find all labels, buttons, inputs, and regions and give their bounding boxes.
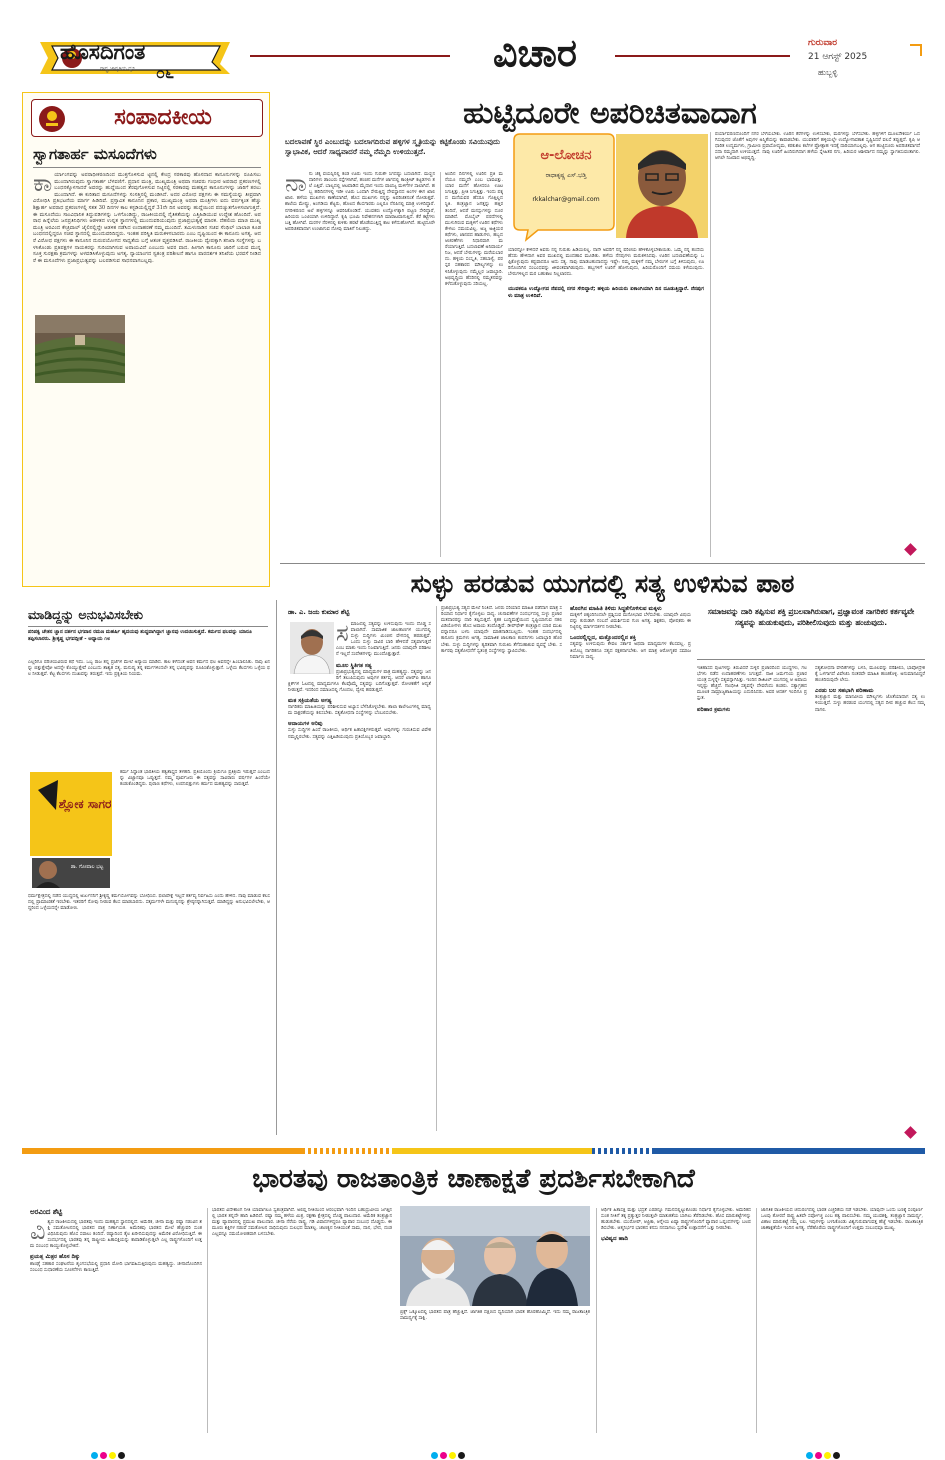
bottom-col-5-text: ಜಾಗತಿಕ ರಾಜಕೀಯದ ಚದುರಂಗದಲ್ಲಿ ಭಾರತ ಎಚ್ಚರಿಕೆಯ ನಡೆ ಇಡಬೇಕು. ಯಾವುದೇ ಒಂದು ಬಣಕ್ಕೆ ಸಂಪೂರ್ಣ ಒಲವು ತೋರದೆ ರಾಷ್ಟ್ರ ಹಿತವೇ ಸರ್ವೋಚ್ಚ ಎಂಬ ತತ್ವ ಪಾಲಿಸಬೇಕು. ನಮ್ಮ ಯುವಶಕ್ತಿ, ತಂತ್ರಜ್ಞಾನ ಸಾಮರ್ಥ್ಯ, ವಿಶಾಲ ಮಾರುಕಟ್ಟೆ ನಮ್ಮ ಬಲ. ಇವುಗಳನ್ನು ಬಳಸಿಕೊಂಡು ವಿಶ್ವಗುರುವಾಗುವತ್ತ ಹೆಜ್ಜೆ ಇಡಬೇಕು. ರಾಜತಾಂತ್ರಿಕ ಚಾಣಾಕ್ಷತೆಯೇ ಇಂದಿನ ಅಗತ್ಯ. ನೆರೆಹೊರೆಯ ರಾಷ್ಟ್ರಗಳೊಂದಿಗೆ ಉತ್ತಮ ಸಂಬಂಧವೂ ಮುಖ್ಯ. [761, 1208, 923, 1232]
masthead-rule-right [615, 55, 790, 57]
leaders-photo [400, 1206, 590, 1306]
bottom-divider-2 [596, 1208, 597, 1433]
truth-headline: ಸುಳ್ಳು ಹರಡುವ ಯುಗದಲ್ಲಿ ಸತ್ಯ ಉಳಿಸುವ ಪಾಠ [410, 569, 795, 598]
left-body-2 [120, 770, 270, 890]
lead-intro: ಬದಲಾವಣೆ ಸ್ಥಿರ ಎಂಬುದನ್ನು ಬದಲಾಗದಿರುವ ಹಳ್ಳಿಗಳ ಸ್ಮೃತಿಯನ್ನು ಕಟ್ಟಿಕೊಂಡು ಸವಿಯುವುದು ಸ್ವಾಭಾವಿಕ, ಆದರೆ ಸಾಧ್ಯವಾದರೆ ನಮ್ಮ ನೆಮ್ಮದಿ ಉಳಿಯುತ್ತದೆ. [285, 137, 501, 156]
photo-spacer [288, 622, 336, 676]
truth-sub-6: ಪರಿಹಾರ ಕ್ರಮಗಳು [697, 706, 731, 713]
color-stripe [22, 1148, 925, 1154]
date-day: ಗುರುವಾರ [808, 38, 838, 48]
column-email: rkkalchar@gmail.com [532, 196, 600, 203]
left-body-1-text: ಎಲ್ಲರಿಗೂ ಪರಿಚಯವಿರುವ ಕಥೆ ಇದು. ಒಬ್ಬ ರಾಜ ತನ್ನ ಪ್ರಜೆಗಳ ಮೇಲೆ ಅನ್ಯಾಯ ಮಾಡಿದ. ಕಾಲ ಕಳೆದಂತೆ ಅವನ ಕರ್ಮದ ಫಲ ಅವನನ್ನೇ ಹಿಂಬಾಲಿಸಿತು. ನಾವು ಏನನ್ನು ಬಿತ್ತುತ್ತೇವೋ ಅದನ್ನೇ ಕೊಯ್ಯುತ್ತೇವೆ ಎಂಬುದು ಶಾಶ್ವತ ಸತ್ಯ. ಮನುಷ್ಯ ತನ್ನ ಕರ್ಮಗಳಿಂದಲೇ ತನ್ನ ಭವಿಷ್ಯವನ್ನು ರೂಪಿಸಿಕೊಳ್ಳುತ್ತಾನೆ. ಒಳ್ಳೆಯ ಕೆಲಸಗಳು ಒಳ್ಳೆಯ ಫಲ ನೀಡುತ್ತವೆ. ಕೆಟ್ಟ ಕೆಲಸಗಳು ದುಃಖವನ್ನು ತರುತ್ತವೆ. ಇದು ಪ್ರಕೃತಿಯ ನಿಯಮ. [28, 660, 270, 678]
brand-title: ಹೊಸದಿಗಂತ [60, 40, 146, 64]
truth-col-3c-text: ತಂತ್ರಜ್ಞಾನ ಮತ್ತು ಮಾನವೀಯ ಮೌಲ್ಯಗಳು ಜೊತೆಯಾದಾಗ ಸತ್ಯ ಉಳಿಯುತ್ತದೆ. ಸುಳ್ಳು ಹರಡುವ ಯುಗದಲ್ಲಿ ಸತ್ಯದ ದೀಪ ಹಚ್ಚುವ ಕೆಲಸ ನಮ್ಮದಾಗಲಿ. [815, 695, 925, 713]
editorial-text: ರ್ಯಾಂಗವನ್ನು ಅಪರಾಧೀಕರಣದಿಂದ ಮುಕ್ತಗೊಳಿಸುವ ಟ್ಟಿನಲ್ಲಿ ಕೇಂದ್ರ ಸರಕಾರವು ಹೊಸದಾದ ಕಾನೂನುಗಳನ್ನು ರೂಪಿಸಲು ಮುಂದಾಗಿರುವುದು ಸ್ವಾಗತಾರ್ಹ ಬೆಳವಣಿಗೆ. ಪ್ರಧಾನ ಮಂತ್ರಿ, ಮುಖ್ಯಮಂತ್ರಿ ಅಥವಾ ಸಚಿವರು ಗಂಭೀರ ಅಪರಾಧ ಪ್ರಕರಣಗಳಲ್ಲಿ ಬಂಧನಕ್ಕೊಳಗಾದರೆ ಅವರನ್ನು ಹುದ್ದೆಯಿಂದ ತೆರವುಗೊಳಿಸುವ ನಿಟ್ಟಿನಲ್ಲಿ ಸರಕಾರವು ಮಹತ್ವದ ಕಾನೂನುಗಳನ್ನು ಜಾರಿಗೆ ತರಲು ಮುಂದಾಗಿದೆ. ಈ ಕುರಿತಾದ ಮಸೂದೆಗಳನ್ನು ಸಂಸತ್ತಿನಲ್ಲಿ ಮಂಡಿಸಿದೆ. ಅದರ ವಿರೋಧ ಪಕ್ಷಗಳು ಈ ಸಮಸ್ಯೆಯನ್ನು ತೀವ್ರವಾಗಿ ವಿರೋಧಿಸಿ ಪ್ರತಿಭಟನೆಯ ಮಾರ್ಗ ಹಿಡಿದಿವೆ. ಪ್ರಸ್ತಾವಿತ ಕಾನೂನಿನ ಪ್ರಕಾರ, ಮುಖ್ಯಮಂತ್ರಿ ಅಥವಾ ಮಂತ್ರಿಗಳು ಐದು ವರ್ಷಕ್ಕಿಂತ ಹೆಚ್ಚು ಶಿಕ್ಷಾರ್ಹ ಅಪರಾಧ ಪ್ರಕರಣಗಳಲ್ಲಿ ಸತತ 30 ದಿನಗಳ ಕಾಲ ಕಸ್ಟಡಿಯಲ್ಲಿದ್ದರೆ 31ನೇ ದಿನ ಅವರನ್ನು ಹುದ್ದೆಯಿಂದ ಪದಚ್ಯುತಗೊಳಿಸಲಾಗುತ್ತದೆ. ಈ ಮಸೂದೆಯು ಸಾಂವಿಧಾನಿಕ ತಿದ್ದುಪಡಿಗಳನ್ನು ಒಳಗೊಂಡಿದ್ದು, ರಾಜಕೀಯದಲ್ಲಿ ನೈತಿಕತೆಯನ್ನು ಎತ್ತಿಹಿಡಿಯುವ ಉದ್ದೇಶ ಹೊಂದಿದೆ. ಅಪರಾಧ ಹಿನ್ನೆಲೆಯ ಜನಪ್ರತಿನಿಧಿಗಳು ಆಡಳಿತದ ಉನ್ನತ ಸ್ಥಾನಗಳಲ್ಲಿ ಮುಂದುವರಿಯುವುದು ಪ್ರಜಾಪ್ರಭುತ್ವಕ್ಕೆ ಮಾರಕ. ದೆಹಲಿಯ ಮಾಜಿ ಮುಖ್ಯಮಂತ್ರಿ ಅರವಿಂದ ಕೇಜ್ರಿವಾಲ್ ಜೈಲಿನಲ್ಲಿದ್ದೇ ಆಡಳಿತ ನಡೆಸಿದ ಉದಾಹರಣೆ ನಮ್ಮ ಮುಂದಿದೆ. ತಮಿಳುನಾಡಿನ ಸಚಿವ ಸೆಂಥಿಲ್ ಬಾಲಾಜಿ ಕೂಡ ಬಂಧನದಲ್ಲಿದ್ದರೂ ಸಚಿವ ಸ್ಥಾನದಲ್ಲಿ ಮುಂದುವರಿದಿದ್ದರು. ಇಂತಹ ಪರಿಸ್ಥಿತಿ ಮರುಕಳಿಸಬಾರದು ಎಂಬ ದೃಷ್ಟಿಯಿಂದ ಈ ಕಾನೂನು ಅಗತ್ಯ. ಆದರೆ ವಿರೋಧ ಪಕ್ಷಗಳು ಈ ಕಾನೂನಿನ ದುರುಪಯೋಗದ ಸಾಧ್ಯತೆಯ ಬಗ್ಗೆ ಆತಂಕ ವ್ಯಕ್ತಪಡಿಸಿವೆ. ರಾಜಕೀಯ ದ್ವೇಷಕ್ಕಾಗಿ ತನಿಖಾ ಸಂಸ್ಥೆಗಳನ್ನು ಬಳಸಿಕೊಂಡು ಪ್ರತಿಪಕ್ಷಗಳ ನಾಯಕರನ್ನು ಗುರಿಯಾಗಿಸುವ ಅಪಾಯವಿದೆ ಎಂಬುದು ಅವರ ವಾದ. ಹೀಗಾಗಿ ಕಾನೂನು ಜಾರಿಗೆ ಬರುವ ಮುನ್ನ ಸೂಕ್ತ ಸುರಕ್ಷತಾ ಕ್ರಮಗಳನ್ನು ಅಳವಡಿಸಿಕೊಳ್ಳುವುದು ಅಗತ್ಯ. ನ್ಯಾಯಾಂಗದ ಸ್ವತಂತ್ರ ಪರಿಶೀಲನೆ ಹಾಗೂ ಪಾರದರ್ಶಕ ತನಿಖೆಯ ಭರವಸೆ ನೀಡಿದರೆ ಈ ಮಸೂದೆಗಳು ಪ್ರಜಾಪ್ರಭುತ್ವವನ್ನು ಬಲಪಡಿಸುವ ಸಾಧನವಾಗಬಲ್ಲವು. [33, 172, 261, 264]
lead-col-1 [285, 172, 435, 557]
lead-col-1-text: ನು ಚಿಕ್ಕ ವಯಸ್ಸಿನಲ್ಲಿ ಕಂಡ ಊರು ಇಂದು ಗುರುತೇ ಸಿಗದಷ್ಟು ಬದಲಾಗಿದೆ. ಮಣ್ಣಿನ ದಾರಿಗಳು ಡಾಂಬರು ರಸ್ತೆಗಳಾಗಿವೆ, ಹಂಚಿನ ಮನೆಗಳ ಜಾಗದಲ್ಲಿ ಕಾಂಕ್ರೀಟ್ ಕಟ್ಟಡಗಳು ತಲೆ ಎತ್ತಿವೆ. ಬಾಲ್ಯದಲ್ಲಿ ಆಟವಾಡಿದ ಮೈದಾನ ಇಂದು ವಾಣಿಜ್ಯ ಮಳಿಗೆಗಳ ಸಾಲಾಗಿದೆ. ಹಬ್ಬ ಹರಿದಿನಗಳಲ್ಲಿ ಇಡೀ ಊರು ಒಂದಾಗಿ ಸೇರುತ್ತಿದ್ದ ದೇವಸ್ಥಾನದ ಅಂಗಳ ಈಗ ಖಾಲಿ ಖಾಲಿ. ಹಳೆಯ ಮುಖಗಳು ಕಾಣೆಯಾಗಿವೆ, ಹೊಸ ಮುಖಗಳು ನನ್ನನ್ನು ಅಪರಿಚಿತನಂತೆ ನೋಡುತ್ತವೆ. ಶಾಲೆಯ ಮೇಷ್ಟ್ರು, ಅಂಗಡಿಯ ಶೆಟ್ಟರು, ಹೊಲದ ಕೆಲಸಗಾರರು ಎಲ್ಲರೂ ನೆನಪಿನಲ್ಲಿ ಮಾತ್ರ ಉಳಿದಿದ್ದಾರೆ. ನಗರೀಕರಣದ ಅಲೆ ಹಳ್ಳಿಗಳನ್ನೂ ಆವರಿಸಿಕೊಂಡಿದೆ. ಯುವಕರು ಉದ್ಯೋಗಕ್ಕಾಗಿ ಪಟ್ಟಣ ಸೇರಿದ್ದಾರೆ, ಹಿರಿಯರು ಒಂಟಿಯಾಗಿ ಉಳಿದಿದ್ದಾರೆ. ಕೃಷಿ ಭೂಮಿ ನಿವೇಶನಗಳಾಗಿ ಮಾರಾಟವಾಗುತ್ತಿದೆ. ಕೆರೆ ಕಟ್ಟೆಗಳು ಬತ್ತಿ ಹೋಗಿವೆ. ಮರಗಳ ನೆರಳಿನಲ್ಲಿ ಕುಳಿತು ಹರಟೆ ಹೊಡೆಯುತ್ತಿದ್ದ ಕಾಲ ಕಳೆದುಹೋಗಿದೆ. ಹುಟ್ಟಿದೂರೇ ಅಪರಿಚಿತವಾದಾಗ ಉಂಟಾಗುವ ನೋವು ಮಾತಿಗೆ ನಿಲುಕದ್ದು. [285, 172, 435, 232]
bottom-col-5 [761, 1208, 923, 1433]
truth-col-3b-text: ಸತ್ಯಶೋಧನಾ ವೇದಿಕೆಗಳನ್ನು ಬಳಸಿ, ಮೂಲವನ್ನು ಪರಿಶೀಲಿಸಿ, ಭಾವೋದ್ರೇಕಕ್ಕೆ ಒಳಗಾಗದೆ ವಿವೇಚಿಸಿ ನಂತರವೇ ಮಾಹಿತಿ ಹಂಚಿಕೊಳ್ಳಿ. ಅನುಮಾನವಿದ್ದರೆ ಹಂಚದಿರುವುದೇ ಲೇಸು. [815, 666, 925, 684]
bottom-col-3-text: ಬ್ರಿಕ್ಸ್ ಒಕ್ಕೂಟದಲ್ಲಿ ಭಾರತದ ಪಾತ್ರ ಹೆಚ್ಚುತ್ತಿದೆ. ಜಾಗತಿಕ ದಕ್ಷಿಣದ ಧ್ವನಿಯಾಗಿ ಭಾರತ ಹೊರಹೊಮ್ಮಿದೆ. ಇದು ನಮ್ಮ ರಾಜತಾಂತ್ರಿಕ ಸಾಮರ್ಥ್ಯಕ್ಕೆ ಸಾಕ್ಷಿ. [400, 1310, 590, 1322]
bottom-col-2-text: ಭಾರತದ ವಿದೇಶಾಂಗ ನೀತಿ ಯಾವಾಗಲೂ ಸ್ವತಂತ್ರವಾಗಿದೆ. ಅಲಿಪ್ತ ನೀತಿಯಿಂದ ಆರಂಭವಾಗಿ ಇಂದಿನ ಬಹುಧ್ರುವೀಯ ಜಗತ್ತಿನಲ್ಲಿ ಭಾರತ ತನ್ನದೇ ಹಾದಿ ಹಿಡಿದಿದೆ. ರಷ್ಯಾ ನಮ್ಮ ಹಳೆಯ ಮಿತ್ರ, ರಕ್ಷಣಾ ಕ್ಷೇತ್ರದಲ್ಲಿ ದೊಡ್ಡ ಪಾಲುದಾರ. ಅಮೆರಿಕ ತಂತ್ರಜ್ಞಾನ ಮತ್ತು ವ್ಯಾಪಾರದಲ್ಲಿ ಪ್ರಮುಖ ಪಾಲುದಾರ. ಚೀನಾ ನೆರೆಯ ರಾಷ್ಟ್ರ, ಗಡಿ ವಿವಾದಗಳಿದ್ದರೂ ವ್ಯಾಪಾರ ಸಂಬಂಧ ದೊಡ್ಡದು. ಈ ಮೂರು ಶಕ್ತಿಗಳ ನಡುವೆ ಸಮತೋಲನ ಸಾಧಿಸುವುದು ಸುಲಭದ ಮಾತಲ್ಲ. ಚಾಣಕ್ಯನ ನೀತಿಯಂತೆ ಸಾಮ, ದಾನ, ಭೇದ, ದಂಡ ಎಲ್ಲವನ್ನೂ ಸಮಯೋಚಿತವಾಗಿ ಬಳಸಬೇಕು. [212, 1208, 392, 1238]
truth-byline [288, 606, 418, 620]
truth-col-2-text: ಪ್ರಜಾಪ್ರಭುತ್ವ ಸತ್ಯದ ಮೇಲೆ ನಿಂತಿದೆ. ಜನರು ಸರಿಯಾದ ಮಾಹಿತಿ ಪಡೆದಾಗ ಮಾತ್ರ ಸರಿಯಾದ ನಿರ್ಧಾರ ಕೈಗೊಳ್ಳಲು ಸಾಧ್ಯ. ಚುನಾವಣೆಗಳ ಸಂದರ್ಭದಲ್ಲಿ ಸುಳ್ಳು ಪ್ರಚಾರ ಮತದಾರರನ್ನು ದಾರಿ ತಪ್ಪಿಸುತ್ತದೆ. ಕೃತಕ ಬುದ್ಧಿಮತ್ತೆಯಿಂದ ಸೃಷ್ಟಿಯಾಗುವ ನಕಲಿ ವಿಡಿಯೋಗಳು ಹೊಸ ಅಪಾಯ ತಂದೊಡ್ಡಿವೆ. ಡೀಪ್‌ಫೇಕ್ ತಂತ್ರಜ್ಞಾನ ಯಾರ ಮುಖವನ್ನಾದರೂ ಬಳಸಿ ಯಾವುದೇ ಮಾತನಾಡಿಸಬಲ್ಲದು. ಇಂತಹ ಸಂದರ್ಭದಲ್ಲಿ ಕಾನೂನು ಕ್ರಮಗಳು ಅಗತ್ಯ. ಸಾಮಾಜಿಕ ಜಾಲತಾಣ ಕಂಪನಿಗಳು ಜವಾಬ್ದಾರಿ ಹೊರಬೇಕು. ಸುಳ್ಳು ಸುದ್ದಿಗಳನ್ನು ತ್ವರಿತವಾಗಿ ಗುರುತಿಸಿ ತೆಗೆದುಹಾಕುವ ವ್ಯವಸ್ಥೆ ಬೇಕು. ಸರ್ಕಾರವು ಸತ್ಯಶೋಧನೆಗೆ ಸ್ವತಂತ್ರ ಸಂಸ್ಥೆಗಳನ್ನು ಸ್ಥಾಪಿಸಬೇಕು. [441, 606, 562, 654]
left-deck: ಪರಿಪಕ್ವ ಚೇತನ ಜ್ಞಾನ ದರ್ಶನ ಭಗವಾನ ರಮಣ ಮಹರ್ಷಿ ಹೃದಯವು ಶುದ್ಧವಾಗಿದ್ದಾಗ ಜ್ಞಾನವು ಉದಯಿಸುತ್ತದೆ. ಕರ್ಮದ ಫಲವನ್ನು ಯಾರೂ ತಪ್ಪಿಸಲಾರರು. ಶ್ರೀಕೃಷ್ಣ ಭಗವದ್ಗೀತೆ - ಅಧ್ಯಾಯ ೧೮ [28, 629, 252, 642]
bottom-col-1-text: ಶ್ವದ ರಾಜಕೀಯದಲ್ಲಿ ಭಾರತವು ಇಂದು ಮಹತ್ವದ ಸ್ಥಾನದಲ್ಲಿದೆ. ಅಮೆರಿಕ, ಚೀನಾ ಮತ್ತು ರಷ್ಯಾ ನಡುವಿನ ಶಕ್ತಿ ಸಮತೋಲನದಲ್ಲಿ ಭಾರತದ ಪಾತ್ರ ನಿರ್ಣಾಯಕ. ಅಮೆರಿಕವು ಭಾರತದ ಮೇಲೆ ಹೆಚ್ಚುವರಿ ಸುಂಕ ವಿಧಿಸಿರುವುದು ಹೊಸ ಸವಾಲು ತಂದಿದೆ. ರಷ್ಯಾದಿಂದ ತೈಲ ಖರೀದಿಸುವುದನ್ನು ಅಮೆರಿಕ ವಿರೋಧಿಸುತ್ತಿದೆ. ಈ ಸಂದರ್ಭದಲ್ಲಿ ಭಾರತವು ತನ್ನ ರಾಷ್ಟ್ರೀಯ ಹಿತಾಸಕ್ತಿಯನ್ನು ಕಾಪಾಡಿಕೊಳ್ಳುತ್ತಲೇ ಎಲ್ಲ ರಾಷ್ಟ್ರಗಳೊಂದಿಗೆ ಉತ್ತಮ ಸಂಬಂಧ ಕಾಯ್ದುಕೊಳ್ಳಬೇಕಿದೆ. [30, 1220, 202, 1250]
lead-col-2 [445, 172, 503, 557]
footer-dots-center [430, 1444, 530, 1454]
lead-col-4-text: ಪರ್ಯಾವರಣದೊಂದಿಗೆ ನಗರ ಬೆಳೆಯಬೇಕು. ಊರಿನ ಕೆರೆಗಳನ್ನು ಉಳಿಸಬೇಕು, ಮರಗಳನ್ನು ಬೆಳೆಸಬೇಕು. ಹಳ್ಳಿಗಳಿಗೆ ಮೂಲಸೌಕರ್ಯ ಒದಗಿಸುವುದರ ಜೊತೆಗೆ ಅವುಗಳ ಅಸ್ಮಿತೆಯನ್ನು ಕಾಪಾಡಬೇಕು. ಯುವಕರಿಗೆ ಹಳ್ಳಿಯಲ್ಲೇ ಉದ್ಯೋಗಾವಕಾಶ ಸೃಷ್ಟಿಸಿದರೆ ವಲಸೆ ತಪ್ಪುತ್ತದೆ. ಕೃಷಿ ಆಧಾರಿತ ಉದ್ಯಮಗಳು, ಗ್ರಾಮೀಣ ಪ್ರವಾಸೋದ್ಯಮ, ಕರಕುಶಲ ಕಲೆಗಳ ಪ್ರೋತ್ಸಾಹ ಇದಕ್ಕೆ ದಾರಿಯಾಗಬಲ್ಲವು. ಆಗ ಹುಟ್ಟಿದೂರು ಅಪರಿಚಿತವಾಗದೆ ಸದಾ ನಮ್ಮದಾಗಿ ಉಳಿಯುತ್ತದೆ. ನಾವು ಊರಿಗೆ ಹಿಂದಿರುಗಿದಾಗ ಹಳೆಯ ಸ್ನೇಹಿತರ ನಗು, ಹಿರಿಯರ ಆಶೀರ್ವಾದ ನಮ್ಮನ್ನು ಸ್ವಾಗತಿಸುವಂತಾಗಲಿ. ಆಗಲೇ ನಿಜವಾದ ಅಭಿವೃದ್ಧಿ. [715, 132, 920, 162]
truth-sub-2: ಮತ ಸಕ್ರಿಯತೆಯ ಅಗತ್ಯ [288, 698, 332, 705]
lead-col-3 [508, 248, 704, 557]
bottom-headline: ಭಾರತವು ರಾಜತಾಂತ್ರಿಕ ಚಾಣಾಕ್ಷತೆ ಪ್ರದರ್ಶಿಸಬೇಕಾಗಿದೆ [252, 1164, 695, 1194]
dot-cyan [91, 1452, 98, 1459]
brand-tagline: ರಾಷ್ಟ್ರ ಜಾಗೃತಿಯ ಧ್ವನಿ [100, 66, 136, 72]
dot-black-2 [458, 1452, 465, 1459]
dot-black-3 [833, 1452, 840, 1459]
editorial-box [22, 92, 270, 587]
mid-separator [280, 563, 925, 564]
lead-col-2-text: ಅಂದಿನ ದಿನಗಳಲ್ಲಿ ಊರಿನ ಪ್ರತಿ ಮನೆಯೂ ನಮ್ಮದೇ ಎಂಬ ಭಾವವಿತ್ತು. ಯಾರ ಮನೆಗೆ ಹೋದರೂ ಊಟ ಸಿಗುತ್ತಿತ್ತು, ಪ್ರೀತಿ ಸಿಗುತ್ತಿತ್ತು. ಇಂದು ಪಕ್ಕದ ಮನೆಯವರ ಹೆಸರೂ ಗೊತ್ತಿಲ್ಲದ ಸ್ಥಿತಿ. ತಂತ್ರಜ್ಞಾನ ಜಗತ್ತನ್ನು ಹತ್ತಿರ ತಂದಿದೆ, ಆದರೆ ಮನಸ್ಸುಗಳನ್ನು ದೂರ ಮಾಡಿದೆ. ಮೊಬೈಲ್ ಪರದೆಗಳಲ್ಲಿ ಮುಳುಗಿರುವ ಮಕ್ಕಳಿಗೆ ಊರಿನ ಕಥೆಗಳು ಕೇಳಲು ಸಮಯವಿಲ್ಲ. ಅಜ್ಜ ಅಜ್ಜಿಯರ ಕಥೆಗಳು, ಜಾನಪದ ಹಾಡುಗಳು, ಹಬ್ಬದ ಆಚರಣೆಗಳು ನಿಧಾನವಾಗಿ ಮರೆಯಾಗುತ್ತಿವೆ. ಬದಲಾವಣೆ ಅನಿವಾರ್ಯ ನಿಜ, ಆದರೆ ಬೇರುಗಳನ್ನು ಮರೆಯಬಾರದು. ಹಳ್ಳಿಯ ಸಂಸ್ಕೃತಿ, ಸಹಬಾಳ್ವೆ, ಪರಸ್ಪರ ಸಹಕಾರದ ಮೌಲ್ಯಗಳನ್ನು ಉಳಿಸಿಕೊಳ್ಳುವುದು ನಮ್ಮೆಲ್ಲರ ಜವಾಬ್ದಾರಿ. ಅಭಿವೃದ್ಧಿಯ ಹೆಸರಿನಲ್ಲಿ ನಮ್ಮತನವನ್ನು ಕಳೆದುಕೊಳ್ಳುವುದು ಸರಿಯಲ್ಲ. [445, 172, 503, 287]
left-headline-rule [28, 626, 268, 627]
left-body-3 [28, 894, 270, 1134]
editorial-headline: ಸ್ವಾಗತಾರ್ಹ ಮಸೂದೆಗಳು [33, 145, 157, 163]
shloka-title: ಶ್ಲೋಕ ಸಾಗರ [58, 797, 112, 811]
editorial-logo-icon [38, 105, 66, 133]
truth-col-3 [697, 666, 925, 1131]
date-city: ಹುಬ್ಬಳ್ಳಿ [818, 68, 838, 77]
bottom-sub-1: ಪ್ರಯತ್ನ ಮಿತ್ರರ ಹೊಸ ದಿಕ್ಕು [30, 1254, 80, 1261]
lead-col-3-text: ಯಾರನ್ನೋ ಕೇಳಿದರೆ ಅವರು ನನ್ನ ಗುರುತು ಹಿಡಿಯಲಿಲ್ಲ. ನಾನೇ ಅವರಿಗೆ ನನ್ನ ಪರಿಚಯ ಹೇಳಿಕೊಳ್ಳಬೇಕಾಯಿತು. ಒಮ್ಮೆ ನನ್ನ ತಂದೆಯ ಹೆಸರು ಹೇಳಿದಾಗ ಅವರ ಮುಖದಲ್ಲಿ ಮಂದಹಾಸ ಮೂಡಿತು. ಹಳೆಯ ನೆನಪುಗಳು ಮರುಕಳಿಸಿದವು. ಊರಿನ ಬದಲಾವಣೆಯನ್ನು ಒಪ್ಪಿಕೊಳ್ಳುವುದು ಕಷ್ಟವಾದರೂ ಅದು ಸತ್ಯ. ನಾವು ಮಾಡಬಹುದಾದದ್ದು ಇಷ್ಟೇ: ನಮ್ಮ ಮಕ್ಕಳಿಗೆ ನಮ್ಮ ಬೇರುಗಳ ಬಗ್ಗೆ ತಿಳಿಸುವುದು, ಊರಿನೊಂದಿಗಿನ ಸಂಬಂಧವನ್ನು ಜೀವಂತವಾಗಿಡುವುದು. ಹಬ್ಬಗಳಿಗೆ ಊರಿಗೆ ಹೋಗುವುದು, ಹಿರಿಯರೊಂದಿಗೆ ಸಮಯ ಕಳೆಯುವುದು. ಬೇರುಗಳಿಲ್ಲದ ಮರ ಬಹುಕಾಲ ನಿಲ್ಲಲಾರದು. [508, 248, 704, 278]
lead-quote: ಯುವಕರೂ ಉದ್ಯೋಗದ ನೆಪದಲ್ಲಿ ನಗರ ಸೇರಿದ್ದಾರೆ; ಹಳ್ಳಿಯ ಹಿರಿಯರು ಏಕಾಂಗಿಯಾಗಿ ದಿನ ದೂಡುತ್ತಿದ್ದಾರೆ. ನೆನಪುಗಳು ಮಾತ್ರ ಉಳಿದಿವೆ. [508, 286, 704, 300]
stripe-yellow [392, 1148, 592, 1154]
left-body-2-text: ಕರ್ಮ ಸಿದ್ಧಾಂತ ಭಾರತೀಯ ತತ್ವಶಾಸ್ತ್ರದ ತಳಹದಿ. ಪ್ರತಿಯೊಂದು ಕ್ರಿಯೆಗೂ ಪ್ರತಿಕ್ರಿಯೆ ಇರುತ್ತದೆ ಎಂಬುದನ್ನು ವಿಜ್ಞಾನವೂ ಒಪ್ಪುತ್ತದೆ. ನಮ್ಮ ಪೂರ್ವಜರು ಈ ಸತ್ಯವನ್ನು ಸಾವಿರಾರು ವರ್ಷಗಳ ಹಿಂದೆಯೇ ಕಂಡುಕೊಂಡಿದ್ದರು. ಪುರಾಣ ಕಥೆಗಳು, ಉಪನಿಷತ್ತುಗಳು ಕರ್ಮದ ಮಹತ್ವವನ್ನು ಸಾರುತ್ತವೆ. [120, 770, 270, 788]
footer-dots-right [805, 1444, 905, 1454]
left-headline: ಮಾಡಿದ್ದನ್ನು ಅನುಭವಿಸಬೇಕು [28, 607, 143, 622]
bottom-divider-1 [207, 1208, 208, 1433]
bottom-col-1b-text: ಶಾಂಘೈ ಸಹಕಾರ ಸಂಘಟನೆಯ ಶೃಂಗಸಭೆಯಲ್ಲಿ ಪ್ರಧಾನಿ ಮೋದಿ ಭಾಗವಹಿಸುತ್ತಿರುವುದು ಮಹತ್ವದ್ದು. ಚೀನಾದೊಂದಿಗಿನ ಸಂಬಂಧ ಸುಧಾರಣೆಯ ಸೂಚನೆಗಳು ಕಾಣುತ್ತಿವೆ. [30, 1261, 202, 1273]
truth-sub-5: ಒಂದರಲ್ಲಿಲ್ಲದ, ಮತ್ತೊಂದರಲ್ಲಿನ ಶಕ್ತಿ [570, 635, 637, 642]
shloka-badge-icon [28, 770, 114, 890]
dot-yellow [109, 1452, 116, 1459]
editorial-badge [31, 99, 263, 137]
lead-col-4 [715, 132, 920, 552]
stripe-dotted-1 [302, 1148, 392, 1154]
bottom-col-4-text: ಆರ್ಥಿಕ ಹಿತಾಸಕ್ತಿ ಮತ್ತು ಭದ್ರತೆ ಎರಡನ್ನೂ ಗಮನದಲ್ಲಿಟ್ಟುಕೊಂಡು ನಿರ್ಧಾರ ಕೈಗೊಳ್ಳಬೇಕು. ಅಮೆರಿಕದ ಸುಂಕ ನೀತಿಗೆ ತಕ್ಕ ಪ್ರತ್ಯುತ್ತರ ನೀಡುತ್ತಲೇ ಮಾತುಕತೆಯ ಬಾಗಿಲು ತೆರೆದಿಡಬೇಕು. ಹೊಸ ಮಾರುಕಟ್ಟೆಗಳನ್ನು ಹುಡುಕಬೇಕು. ಯುರೋಪ್, ಆಫ್ರಿಕಾ, ಆಗ್ನೇಯ ಏಷ್ಯಾ ರಾಷ್ಟ್ರಗಳೊಂದಿಗೆ ವ್ಯಾಪಾರ ಒಪ್ಪಂದಗಳನ್ನು ಬಲಪಡಿಸಬೇಕು. ಆತ್ಮನಿರ್ಭರ ಭಾರತದ ಕನಸು ನನಸಾಗಲು ಸ್ವದೇಶಿ ಉತ್ಪಾದನೆಗೆ ಒತ್ತು ನೀಡಬೇಕು. [601, 1208, 751, 1232]
stripe-blue [652, 1148, 925, 1154]
truth-col-3-text: ಇತಿಹಾಸದ ಪುಟಗಳನ್ನು ತಿರುವಿದರೆ ಸುಳ್ಳಿನ ಪ್ರಚಾರದಿಂದ ಯುದ್ಧಗಳು, ಗಲಭೆಗಳು ನಡೆದ ಉದಾಹರಣೆಗಳು ಸಿಗುತ್ತವೆ. ನಾಜಿ ಜರ್ಮನಿಯ ಪ್ರಚಾರ ಯಂತ್ರ ಸುಳ್ಳನ್ನೇ ಸತ್ಯವನ್ನಾಗಿಸಿತ್ತು. ಇಂದಿನ ಡಿಜಿಟಲ್ ಯುಗದಲ್ಲಿ ಆ ಅಪಾಯ ಇನ್ನಷ್ಟು ಹೆಚ್ಚಿದೆ. ಗಾಂಧೀಜಿ ಸತ್ಯವನ್ನೇ ದೇವರೆಂದು ಕಂಡರು. ಸತ್ಯಾಗ್ರಹದ ಮೂಲಕ ಸಾಮ್ರಾಜ್ಯಶಾಹಿಯನ್ನು ಎದುರಿಸಿದರು. ಅವರ ಆದರ್ಶ ಇಂದಿಗೂ ಪ್ರಸ್ತುತ. [697, 666, 807, 702]
corner-mark [910, 44, 922, 56]
column-box [508, 132, 704, 242]
dot-black [118, 1452, 125, 1459]
truth-dropcap: ಸ [336, 622, 349, 647]
column-author: ರಾಧಾಕೃಷ್ಣ ಎಸ್.ಭಡ್ತಿ [545, 172, 587, 179]
truth-col-2b-text: ಮಕ್ಕಳಿಗೆ ಚಿಕ್ಕಂದಿನಿಂದಲೇ ಪ್ರಶ್ನಿಸುವ ಮನೋಭಾವ ಬೆಳೆಸಬೇಕು. ಯಾವುದೇ ವಿಷಯವನ್ನು ಕುರುಡಾಗಿ ನಂಬದೆ ವಿಮರ್ಶಿಸುವ ಗುಣ ಅಗತ್ಯ. ಶಿಕ್ಷಕರು, ಪೋಷಕರು ಈ ನಿಟ್ಟಿನಲ್ಲಿ ಮಾರ್ಗದರ್ಶನ ನೀಡಬೇಕು. [570, 613, 691, 631]
dot-cyan-3 [806, 1452, 813, 1459]
truth-col-2c-text: ಸತ್ಯವನ್ನು ಉಳಿಸುವುದು ಕೇವಲ ಸರ್ಕಾರ ಅಥವಾ ಮಾಧ್ಯಮಗಳ ಕೆಲಸವಲ್ಲ. ಪ್ರತಿಯೊಬ್ಬ ನಾಗರಿಕನೂ ಸತ್ಯದ ರಕ್ಷಕನಾಗಬೇಕು. ಆಗ ಮಾತ್ರ ಆರೋಗ್ಯಕರ ಸಮಾಜ ನಿರ್ಮಾಣ ಸಾಧ್ಯ. [570, 642, 691, 660]
left-divider [276, 600, 277, 1135]
stripe-dotted-2 [592, 1148, 652, 1154]
truth-sub-3: ಆದಾಯಗಳ ಅರಿವು [288, 721, 323, 728]
bottom-col-3 [400, 1310, 590, 1433]
bottom-col-1 [30, 1220, 202, 1430]
left-body-1 [28, 660, 270, 770]
shloka-badge [28, 770, 114, 890]
bottom-sub-2: ಭವಿಷ್ಯದ ಹಾದಿ [601, 1236, 629, 1243]
column-title: ಆ-ಲೋಚನ [540, 148, 592, 163]
bottom-col-2 [212, 1208, 392, 1433]
page-number: ೦೬ [156, 63, 174, 82]
truth-col-1c-text: ನಾಗರಿಕರು ಮಾಹಿತಿಯನ್ನು ಪರಿಶೀಲಿಸುವ ಅಭ್ಯಾಸ ಬೆಳೆಸಿಕೊಳ್ಳಬೇಕು. ಶಾಲಾ ಕಾಲೇಜುಗಳಲ್ಲಿ ಮಾಧ್ಯಮ ಸಾಕ್ಷರತೆಯನ್ನು ಕಲಿಸಬೇಕು. ಸತ್ಯಶೋಧನಾ ಸಂಸ್ಥೆಗಳನ್ನು ಬೆಂಬಲಿಸಬೇಕು. [288, 705, 431, 717]
bottom-col-4 [601, 1208, 751, 1433]
dot-magenta-2 [440, 1452, 447, 1459]
lead-author-portrait [616, 134, 708, 238]
parliament-photo [35, 315, 125, 383]
masthead [0, 0, 945, 90]
dot-yellow-3 [824, 1452, 831, 1459]
bottom-byline: ಅರವಿಂದ ಶೆಟ್ಟಿ [30, 1208, 63, 1216]
truth-sub-7: ಎರಡು ಬಲ ಸಹಭಾಗಿ ಪರಿಣಾಮ [815, 688, 874, 695]
truth-col-2 [441, 606, 691, 1131]
truth-sub-1: ಮೂಲ ಸ್ಥಿತಿಗತ ಸತ್ಯ [336, 662, 372, 669]
shloka-author: ಡಾ. ಗೋಪಾಲ ಭಟ್ಟ [70, 864, 104, 870]
truth-col-1d-text: ಸುಳ್ಳು ಸುದ್ದಿಗಳ ಹಿಂದೆ ರಾಜಕೀಯ, ಆರ್ಥಿಕ ಹಿತಾಸಕ್ತಿಗಳಿರುತ್ತವೆ. ಅವುಗಳನ್ನು ಗುರುತಿಸುವ ವಿವೇಕ ನಮ್ಮಲ್ಲಿರಬೇಕು. ಸತ್ಯವನ್ನು ಎತ್ತಿಹಿಡಿಯುವುದು ಪ್ರತಿಯೊಬ್ಬರ ಜವಾಬ್ದಾರಿ. [288, 728, 431, 740]
truth-col-1-text: ಮಾಜದಲ್ಲಿ ಸತ್ಯವನ್ನು ಉಳಿಸುವುದು ಇಂದು ದೊಡ್ಡ ಸವಾಲಾಗಿದೆ. ಸಾಮಾಜಿಕ ಜಾಲತಾಣಗಳ ಯುಗದಲ್ಲಿ ಸುಳ್ಳು ಸುದ್ದಿಗಳು ಮಿಂಚಿನ ವೇಗದಲ್ಲಿ ಹರಡುತ್ತವೆ. ಒಂದು ಸುಳ್ಳು ಸಾವಿರ ಬಾರಿ ಹೇಳಿದರೆ ಸತ್ಯವಾಗುತ್ತದೆ ಎಂಬ ಮಾತು ಇಂದು ನಿಜವಾಗುತ್ತಿದೆ. ಜನರು ಯಾವುದೇ ಪರಿಶೀಲನೆ ಇಲ್ಲದೆ ಸಂದೇಶಗಳನ್ನು ಮುಂದೊತ್ತುತ್ತಾರೆ. [336, 622, 431, 658]
masthead-rule-left [250, 55, 450, 57]
editorial-badge-label: ಸಂಪಾದಕೀಯ [114, 105, 212, 130]
lead-divider-1 [440, 172, 441, 557]
stripe-orange [22, 1148, 302, 1154]
bottom-divider-3 [756, 1208, 757, 1433]
footer-dots-left [90, 1444, 190, 1454]
left-body-3-text: ಧರ್ಮಕ್ಷೇತ್ರದಲ್ಲಿ ನಡೆದ ಯುದ್ಧದಲ್ಲಿ ಅರ್ಜುನನಿಗೆ ಶ್ರೀಕೃಷ್ಣ ಕರ್ಮಯೋಗವನ್ನು ಬೋಧಿಸಿದ. ಫಲಾಪೇಕ್ಷೆ ಇಲ್ಲದೆ ಕರ್ತವ್ಯ ನಿರ್ವಹಿಸು ಎಂದು ಹೇಳಿದ. ನಾವು ಮಾಡುವ ಕೆಲಸದಲ್ಲಿ ಪ್ರಾಮಾಣಿಕತೆ ಇರಬೇಕು. ಇತರರಿಗೆ ನೋವು ನೀಡುವ ಕೆಲಸ ಮಾಡಬಾರದು. ಸತ್ಕರ್ಮಗಳೇ ಮನುಷ್ಯನನ್ನು ಶ್ರೇಷ್ಠನನ್ನಾಗಿಸುತ್ತವೆ. ಮಾಡಿದ್ದನ್ನು ಅನುಭವಿಸಲೇಬೇಕು, ಆದ್ದರಿಂದ ಒಳ್ಳೆಯದನ್ನೇ ಮಾಡೋಣ. [28, 894, 270, 912]
editorial-dropcap: ಕಾ [33, 172, 53, 197]
dot-yellow-2 [449, 1452, 456, 1459]
editorial-rule [33, 167, 261, 168]
dot-magenta-3 [815, 1452, 822, 1459]
date-text: 21 ಆಗಸ್ಟ್ 2025 [808, 52, 868, 62]
lead-divider-2 [710, 132, 711, 557]
lead-dropcap: ನಾ [285, 172, 307, 197]
truth-byline-text: ಡಾ. ಎ. ಜಯ ಕುಮಾರ ಶೆಟ್ಟಿ [288, 608, 350, 616]
dot-cyan-2 [431, 1452, 438, 1459]
truth-divider-1 [436, 606, 437, 1131]
dot-magenta [100, 1452, 107, 1459]
lead-headline: ಹುಟ್ಟಿದೂರೇ ಅಪರಿಚಿತವಾದಾಗ [463, 96, 757, 131]
bottom-dropcap: ವಿ [30, 1220, 46, 1245]
truth-col-1b-text: ಪ್ರಜಾಪ್ರಭುತ್ವದಲ್ಲಿ ಮಾಧ್ಯಮಗಳ ಪಾತ್ರ ಮಹತ್ವದ್ದು. ಸತ್ಯವನ್ನು ಜನರಿಗೆ ತಲುಪಿಸುವುದು ಅವುಗಳ ಕರ್ತವ್ಯ. ಆದರೆ ಟಿಆರ್‌ಪಿ ಹಾಗೂ ಕ್ಲಿಕ್‌ಗಳ ಓಟದಲ್ಲಿ ಮಾಧ್ಯಮಗಳೂ ಕೆಲವೊಮ್ಮೆ ಸತ್ಯವನ್ನು ಬದಿಗೊತ್ತುತ್ತವೆ. ರೋಚಕತೆಗೆ ಆದ್ಯತೆ ನೀಡುತ್ತವೆ. ಇದರಿಂದ ಸಮಾಜದಲ್ಲಿ ಗೊಂದಲ, ದ್ವೇಷ ಹರಡುತ್ತದೆ. [288, 669, 431, 693]
section-title: ವಿಚಾರ [493, 31, 577, 75]
truth-sub-4: ಹೊರಗಿನ ಮಾಹಿತಿ ತಿಳಿದು ಸಿದ್ಧತೆಗೊಳಿಸುವ ಮಕ್ಕಳು [570, 606, 662, 612]
truth-pullquote: ಸಮಾಜವನ್ನು ದಾರಿ ತಪ್ಪಿಸುವ ಶಕ್ತಿ ಪ್ರಬಲವಾಗಿರುವಾಗ, ಪ್ರಜ್ಞಾವಂತ ನಾಗರಿಕರ ಕರ್ತವ್ಯವೇ ಸತ್ಯವನ್ನು ಹುಡುಕುವುದು, ಪರಿಶೀಲಿಸುವುದು ಮತ್ತು ಹಂಚುವುದು. [697, 606, 925, 660]
truth-col-1 [288, 622, 431, 1127]
